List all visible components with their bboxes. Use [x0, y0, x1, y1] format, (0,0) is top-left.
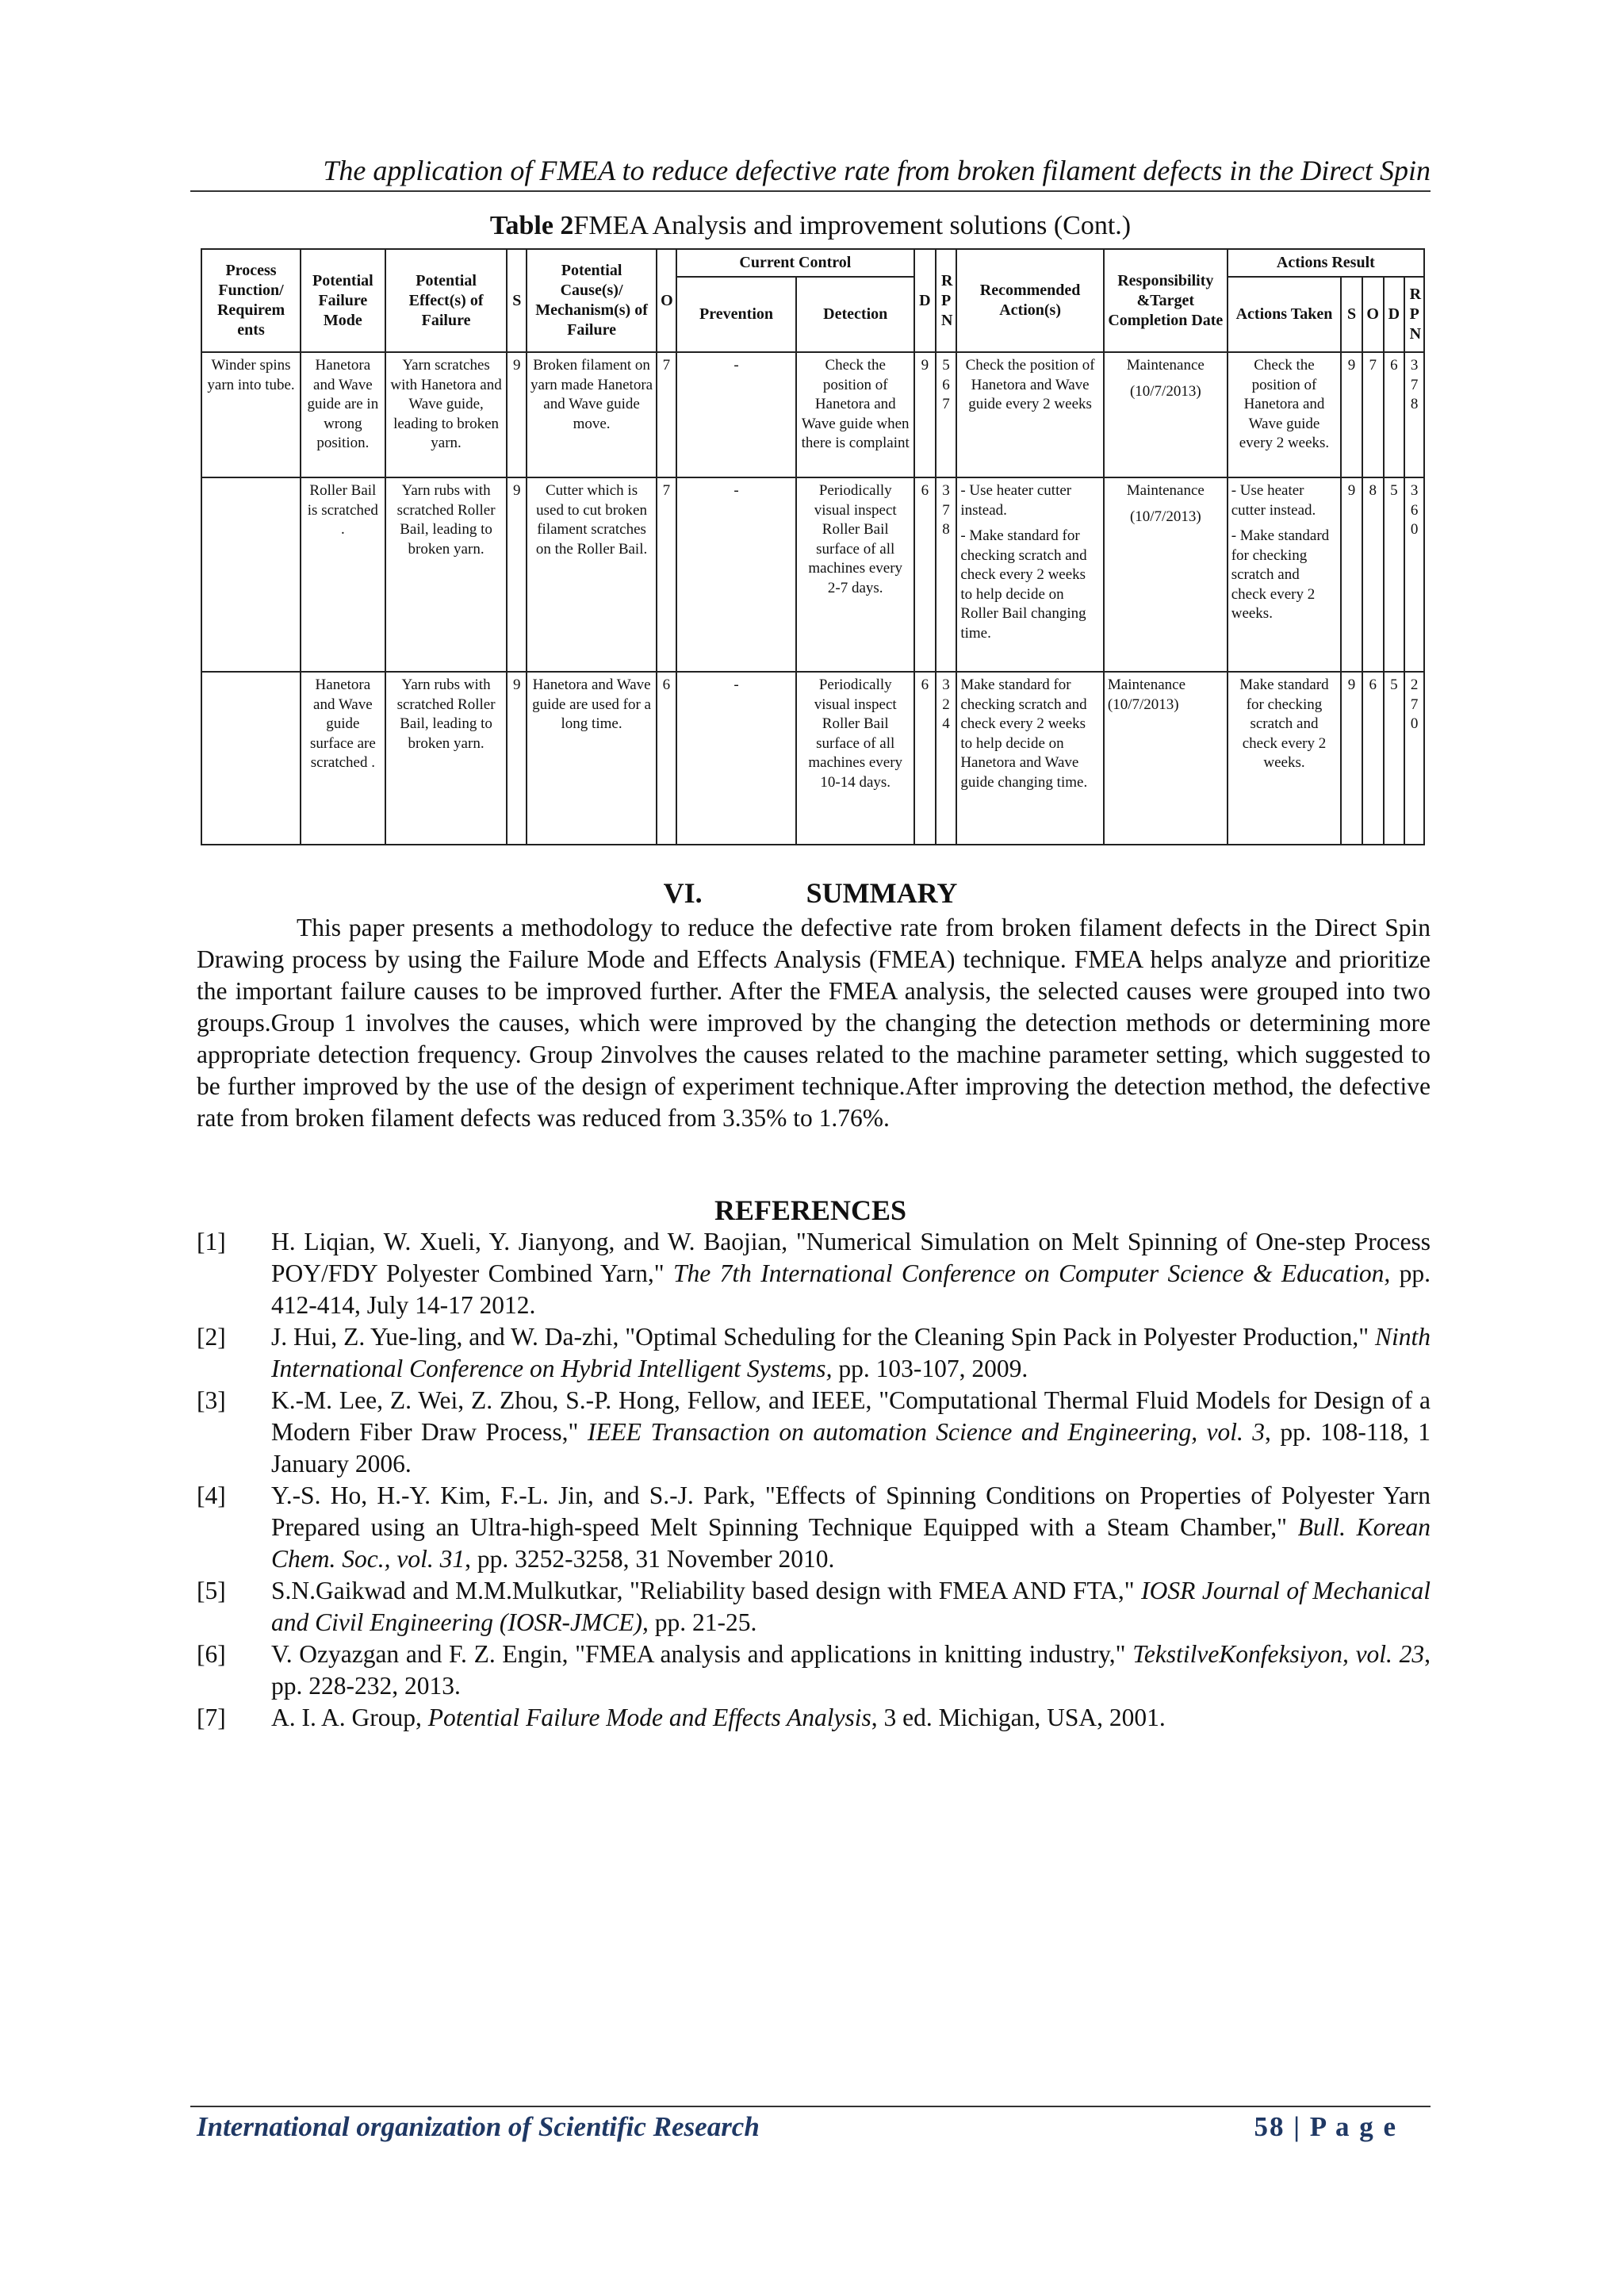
table-caption-label: Table 2 — [489, 211, 574, 240]
responsibility-date: (10/7/2013) — [1129, 508, 1201, 525]
cell-occurrence: 7 — [657, 352, 676, 477]
cell-recommended-action — [956, 477, 1104, 672]
cell-responsibility — [1104, 672, 1228, 845]
th-failure-mode: Potential Failure Mode — [301, 249, 385, 352]
reference-number: [3] — [197, 1386, 226, 1414]
footer-page-number: 58 | P a g e — [1254, 2111, 1397, 2142]
reference-text — [271, 1639, 1431, 1702]
reference-venue: The 7th International Conference on Computer Science & Education, — [672, 1259, 1391, 1287]
th-severity: S — [507, 249, 527, 352]
th-failure-effect: Potential Effect(s) of Failure — [385, 249, 508, 352]
recommended-action-text: Check the position of Hanetora and Wave guide every 2 weeks — [965, 357, 1095, 412]
cell-result-rpn-text: 270 — [1410, 677, 1419, 732]
recommended-action-text: Make standard for checking scratch and check every 2 weeks to help decide on Hanetora and Wave guide changing time. — [960, 677, 1088, 791]
responsibility-date: (10/7/2013) — [1107, 696, 1179, 713]
th-detection: Detection — [796, 277, 914, 352]
reference-authors-title: K.-M. Lee, Z. Wei, Z. Zhou, S.-P. Hong, Fellow, and IEEE, "Computational Thermal Fluid Models for Design of a Modern Fiber Draw Process," — [271, 1386, 1431, 1446]
summary-heading — [190, 876, 1431, 910]
summary-number: VI. — [663, 877, 703, 909]
cell-result-detection: 5 — [1384, 477, 1405, 672]
cell-responsibility — [1104, 477, 1228, 672]
cell-failure-mode: Roller Bail is scratched . — [301, 477, 385, 672]
cell-detection-rating: 6 — [914, 672, 936, 845]
reference-venue: IOSR Journal of Mechanical and Civil Engineering (IOSR-JMCE), — [271, 1577, 1431, 1636]
th-detection-rating: D — [914, 249, 936, 352]
cell-failure-mode: Hanetora and Wave guide are in wrong position. — [301, 352, 385, 477]
cell-recommended-action — [956, 352, 1104, 477]
reference-item — [197, 1575, 1431, 1639]
recommended-action-text-2: - Make standard for checking scratch and check every 2 weeks to help decide on Roller Bail changing time. — [960, 527, 1087, 642]
cell-process — [201, 672, 301, 845]
responsibility-owner: Maintenance — [1126, 357, 1205, 374]
th-result-detection: D — [1384, 277, 1405, 352]
th-rpn-text: RPN — [941, 271, 953, 329]
reference-venue: Bull. Korean Chem. Soc., vol. 31 — [271, 1513, 1431, 1573]
reference-volume: vol. 3 — [1206, 1418, 1266, 1446]
cell-failure-effect: Yarn rubs with scratched Roller Bail, leading to broken yarn. — [385, 477, 508, 672]
cell-rpn-text: 378 — [942, 482, 950, 538]
reference-item — [197, 1702, 1431, 1734]
cell-rpn-text: 567 — [942, 357, 950, 412]
cell-actions-taken — [1228, 352, 1342, 477]
reference-details: pp. 412-414, July 14-17 2012. — [271, 1259, 1431, 1319]
cell-responsibility — [1104, 352, 1228, 477]
reference-item — [197, 1321, 1431, 1385]
reference-text — [271, 1385, 1431, 1480]
reference-item — [197, 1385, 1431, 1480]
table-row — [201, 352, 1424, 477]
footer-rule — [190, 2106, 1431, 2107]
cell-rpn — [936, 352, 957, 477]
cell-detection: Periodically visual inspect Roller Bail surface of all machines every 10-14 days. — [796, 672, 914, 845]
cell-cause: Broken filament on yarn made Hanetora and Wave guide move. — [527, 352, 657, 477]
reference-number: [5] — [197, 1577, 226, 1604]
references-heading: REFERENCES — [714, 1194, 907, 1226]
reference-venue: TekstilveKonfeksiyon, vol. 23 — [1132, 1640, 1425, 1668]
cell-result-severity: 9 — [1341, 352, 1362, 477]
th-recommended-action: Recommended Action(s) — [956, 249, 1104, 352]
summary-title: SUMMARY — [806, 877, 958, 909]
reference-list — [197, 1226, 1431, 1734]
table-caption — [190, 209, 1431, 243]
reference-text — [271, 1702, 1431, 1734]
reference-authors-title: A. I. A. Group, — [271, 1704, 428, 1731]
responsibility-owner: Maintenance — [1126, 482, 1205, 499]
reference-venue: Ninth International Conference on Hybrid Intelligent Systems, — [271, 1323, 1431, 1382]
responsibility-date: (10/7/2013) — [1129, 382, 1201, 400]
cell-actions-taken — [1228, 672, 1342, 845]
cell-rpn — [936, 477, 957, 672]
fmea-table — [201, 248, 1425, 845]
cell-severity: 9 — [507, 672, 527, 845]
reference-details: , pp. 228-232, 2013. — [271, 1640, 1431, 1700]
running-head: The application of FMEA to reduce defective rate from broken filament defects in the Direct Spin — [323, 155, 1431, 186]
th-prevention: Prevention — [676, 277, 797, 352]
th-rpn — [936, 249, 957, 352]
cell-rpn-text: 324 — [942, 677, 950, 732]
th-responsibility: Responsibility &Target Completion Date — [1104, 249, 1228, 352]
reference-item — [197, 1639, 1431, 1702]
reference-item — [197, 1480, 1431, 1575]
cell-result-severity: 9 — [1341, 477, 1362, 672]
table-row — [201, 477, 1424, 672]
reference-number: [4] — [197, 1481, 226, 1509]
cell-failure-mode: Hanetora and Wave guide surface are scratched . — [301, 672, 385, 845]
cell-result-detection: 5 — [1384, 672, 1405, 845]
cell-result-severity: 9 — [1341, 672, 1362, 845]
reference-authors-title: V. Ozyazgan and F. Z. Engin, "FMEA analysis and applications in knitting industry," — [271, 1640, 1133, 1668]
th-cause: Potential Cause(s)/ Mechanism(s) of Failure — [527, 249, 657, 352]
reference-authors-title: Y.-S. Ho, H.-Y. Kim, F.-L. Jin, and S.-J. Park, "Effects of Spinning Conditions on Properties of Polyester Yarn Prepared using an Ultra-high-speed Melt Spinning Technique Equipped with a Steam Chamber," — [271, 1481, 1431, 1541]
cell-occurrence: 7 — [657, 477, 676, 672]
reference-number: [2] — [197, 1323, 226, 1351]
cell-failure-effect: Yarn scratches with Hanetora and Wave guide, leading to broken yarn. — [385, 352, 508, 477]
reference-venue: IEEE Transaction on automation Science and Engineering, — [587, 1418, 1198, 1446]
cell-prevention: - — [676, 672, 797, 845]
footer-organization: International organization of Scientific Research — [197, 2111, 760, 2142]
cell-result-occurrence: 7 — [1362, 352, 1384, 477]
actions-taken-text: Make standard for checking scratch and check every 2 weeks. — [1239, 677, 1329, 771]
reference-details: , 3 ed. Michigan, USA, 2001. — [871, 1704, 1166, 1731]
reference-number: [6] — [197, 1640, 226, 1668]
reference-number: [1] — [197, 1228, 226, 1255]
th-result-rpn — [1404, 277, 1424, 352]
cell-prevention: - — [676, 352, 797, 477]
cell-prevention: - — [676, 477, 797, 672]
cell-result-detection: 6 — [1384, 352, 1405, 477]
reference-venue: Potential Failure Mode and Effects Analysis — [427, 1704, 871, 1731]
th-result-occurrence: O — [1362, 277, 1384, 352]
th-occurrence: O — [657, 249, 676, 352]
cell-detection: Check the position of Hanetora and Wave guide when there is complaint — [796, 352, 914, 477]
reference-details: , pp. 3252-3258, 31 November 2010. — [465, 1545, 835, 1573]
th-actions-taken: Actions Taken — [1228, 277, 1342, 352]
cell-cause: Hanetora and Wave guide are used for a long time. — [527, 672, 657, 845]
reference-details — [1197, 1418, 1206, 1446]
reference-text — [271, 1226, 1431, 1321]
cell-detection-rating: 9 — [914, 352, 936, 477]
cell-result-rpn — [1404, 477, 1424, 672]
th-result-rpn-text: RPN — [1409, 286, 1422, 343]
header-rule — [190, 190, 1431, 192]
cell-result-occurrence: 8 — [1362, 477, 1384, 672]
actions-taken-text-2: - Make standard for checking scratch and check every 2 weeks. — [1231, 527, 1330, 622]
reference-pages: , pp. 108-118, 1 January 2006. — [271, 1418, 1431, 1478]
cell-result-rpn-text: 378 — [1410, 357, 1419, 412]
cell-detection-rating: 6 — [914, 477, 936, 672]
reference-number: [7] — [197, 1704, 226, 1731]
th-current-control: Current Control — [676, 249, 914, 277]
cell-result-rpn-text: 360 — [1410, 482, 1419, 538]
reference-item — [197, 1226, 1431, 1321]
reference-text — [271, 1575, 1431, 1639]
cell-recommended-action — [956, 672, 1104, 845]
th-actions-result: Actions Result — [1228, 249, 1424, 277]
cell-failure-effect: Yarn rubs with scratched Roller Bail, leading to broken yarn. — [385, 672, 508, 845]
cell-process: Winder spins yarn into tube. — [201, 352, 301, 477]
responsibility-owner: Maintenance — [1107, 677, 1186, 693]
cell-severity: 9 — [507, 477, 527, 672]
cell-result-occurrence: 6 — [1362, 672, 1384, 845]
reference-text — [271, 1321, 1431, 1385]
th-process: Process Function/ Requirem ents — [201, 249, 301, 352]
reference-details: pp. 103-107, 2009. — [832, 1355, 1028, 1382]
reference-text — [271, 1480, 1431, 1575]
actions-taken-text: - Use heater cutter instead. — [1231, 482, 1316, 519]
cell-result-rpn — [1404, 672, 1424, 845]
cell-actions-taken — [1228, 477, 1342, 672]
table-caption-text: FMEA Analysis and improvement solutions (Cont.) — [573, 211, 1132, 240]
cell-severity: 9 — [507, 352, 527, 477]
cell-cause: Cutter which is used to cut broken filament scratches on the Roller Bail. — [527, 477, 657, 672]
reference-authors-title: S.N.Gaikwad and M.M.Mulkutkar, "Reliability based design with FMEA AND FTA," — [271, 1577, 1142, 1604]
table-row — [201, 672, 1424, 845]
reference-details: pp. 21-25. — [648, 1608, 757, 1636]
reference-authors-title: H. Liqian, W. Xueli, Y. Jianyong, and W. Baojian, "Numerical Simulation on Melt Spinning of One-step Process POY/FDY Polyester Combined Yarn," — [271, 1228, 1431, 1287]
summary-body: This paper presents a methodology to reduce the defective rate from broken filament defects in the Direct Spin Drawing process by using the Failure Mode and Effects Analysis (FMEA) technique. FMEA helps analyze and prioritize the important failure causes to be improved further. After the FMEA analysis, the selected causes were grouped into two groups.Group 1 involves the causes, which were improved by the changing the detection methods or determining more appropriate detection frequency. Group 2involves the causes related to the machine parameter setting, which suggested to be further improved by the use of the design of experiment technique.After improving the detection method, the defective rate from broken filament defects was reduced from 3.35% to 1.76%. — [197, 914, 1431, 1132]
th-result-severity: S — [1341, 277, 1362, 352]
actions-taken-text: Check the position of Hanetora and Wave guide every 2 weeks. — [1239, 357, 1330, 451]
cell-detection: Periodically visual inspect Roller Bail surface of all machines every 2-7 days. — [796, 477, 914, 672]
reference-authors-title: J. Hui, Z. Yue-ling, and W. Da-zhi, "Optimal Scheduling for the Cleaning Spin Pack in Polyester Production," — [271, 1323, 1375, 1351]
recommended-action-text: - Use heater cutter instead. — [960, 482, 1072, 519]
cell-rpn — [936, 672, 957, 845]
cell-process — [201, 477, 301, 672]
cell-result-rpn — [1404, 352, 1424, 477]
cell-occurrence: 6 — [657, 672, 676, 845]
